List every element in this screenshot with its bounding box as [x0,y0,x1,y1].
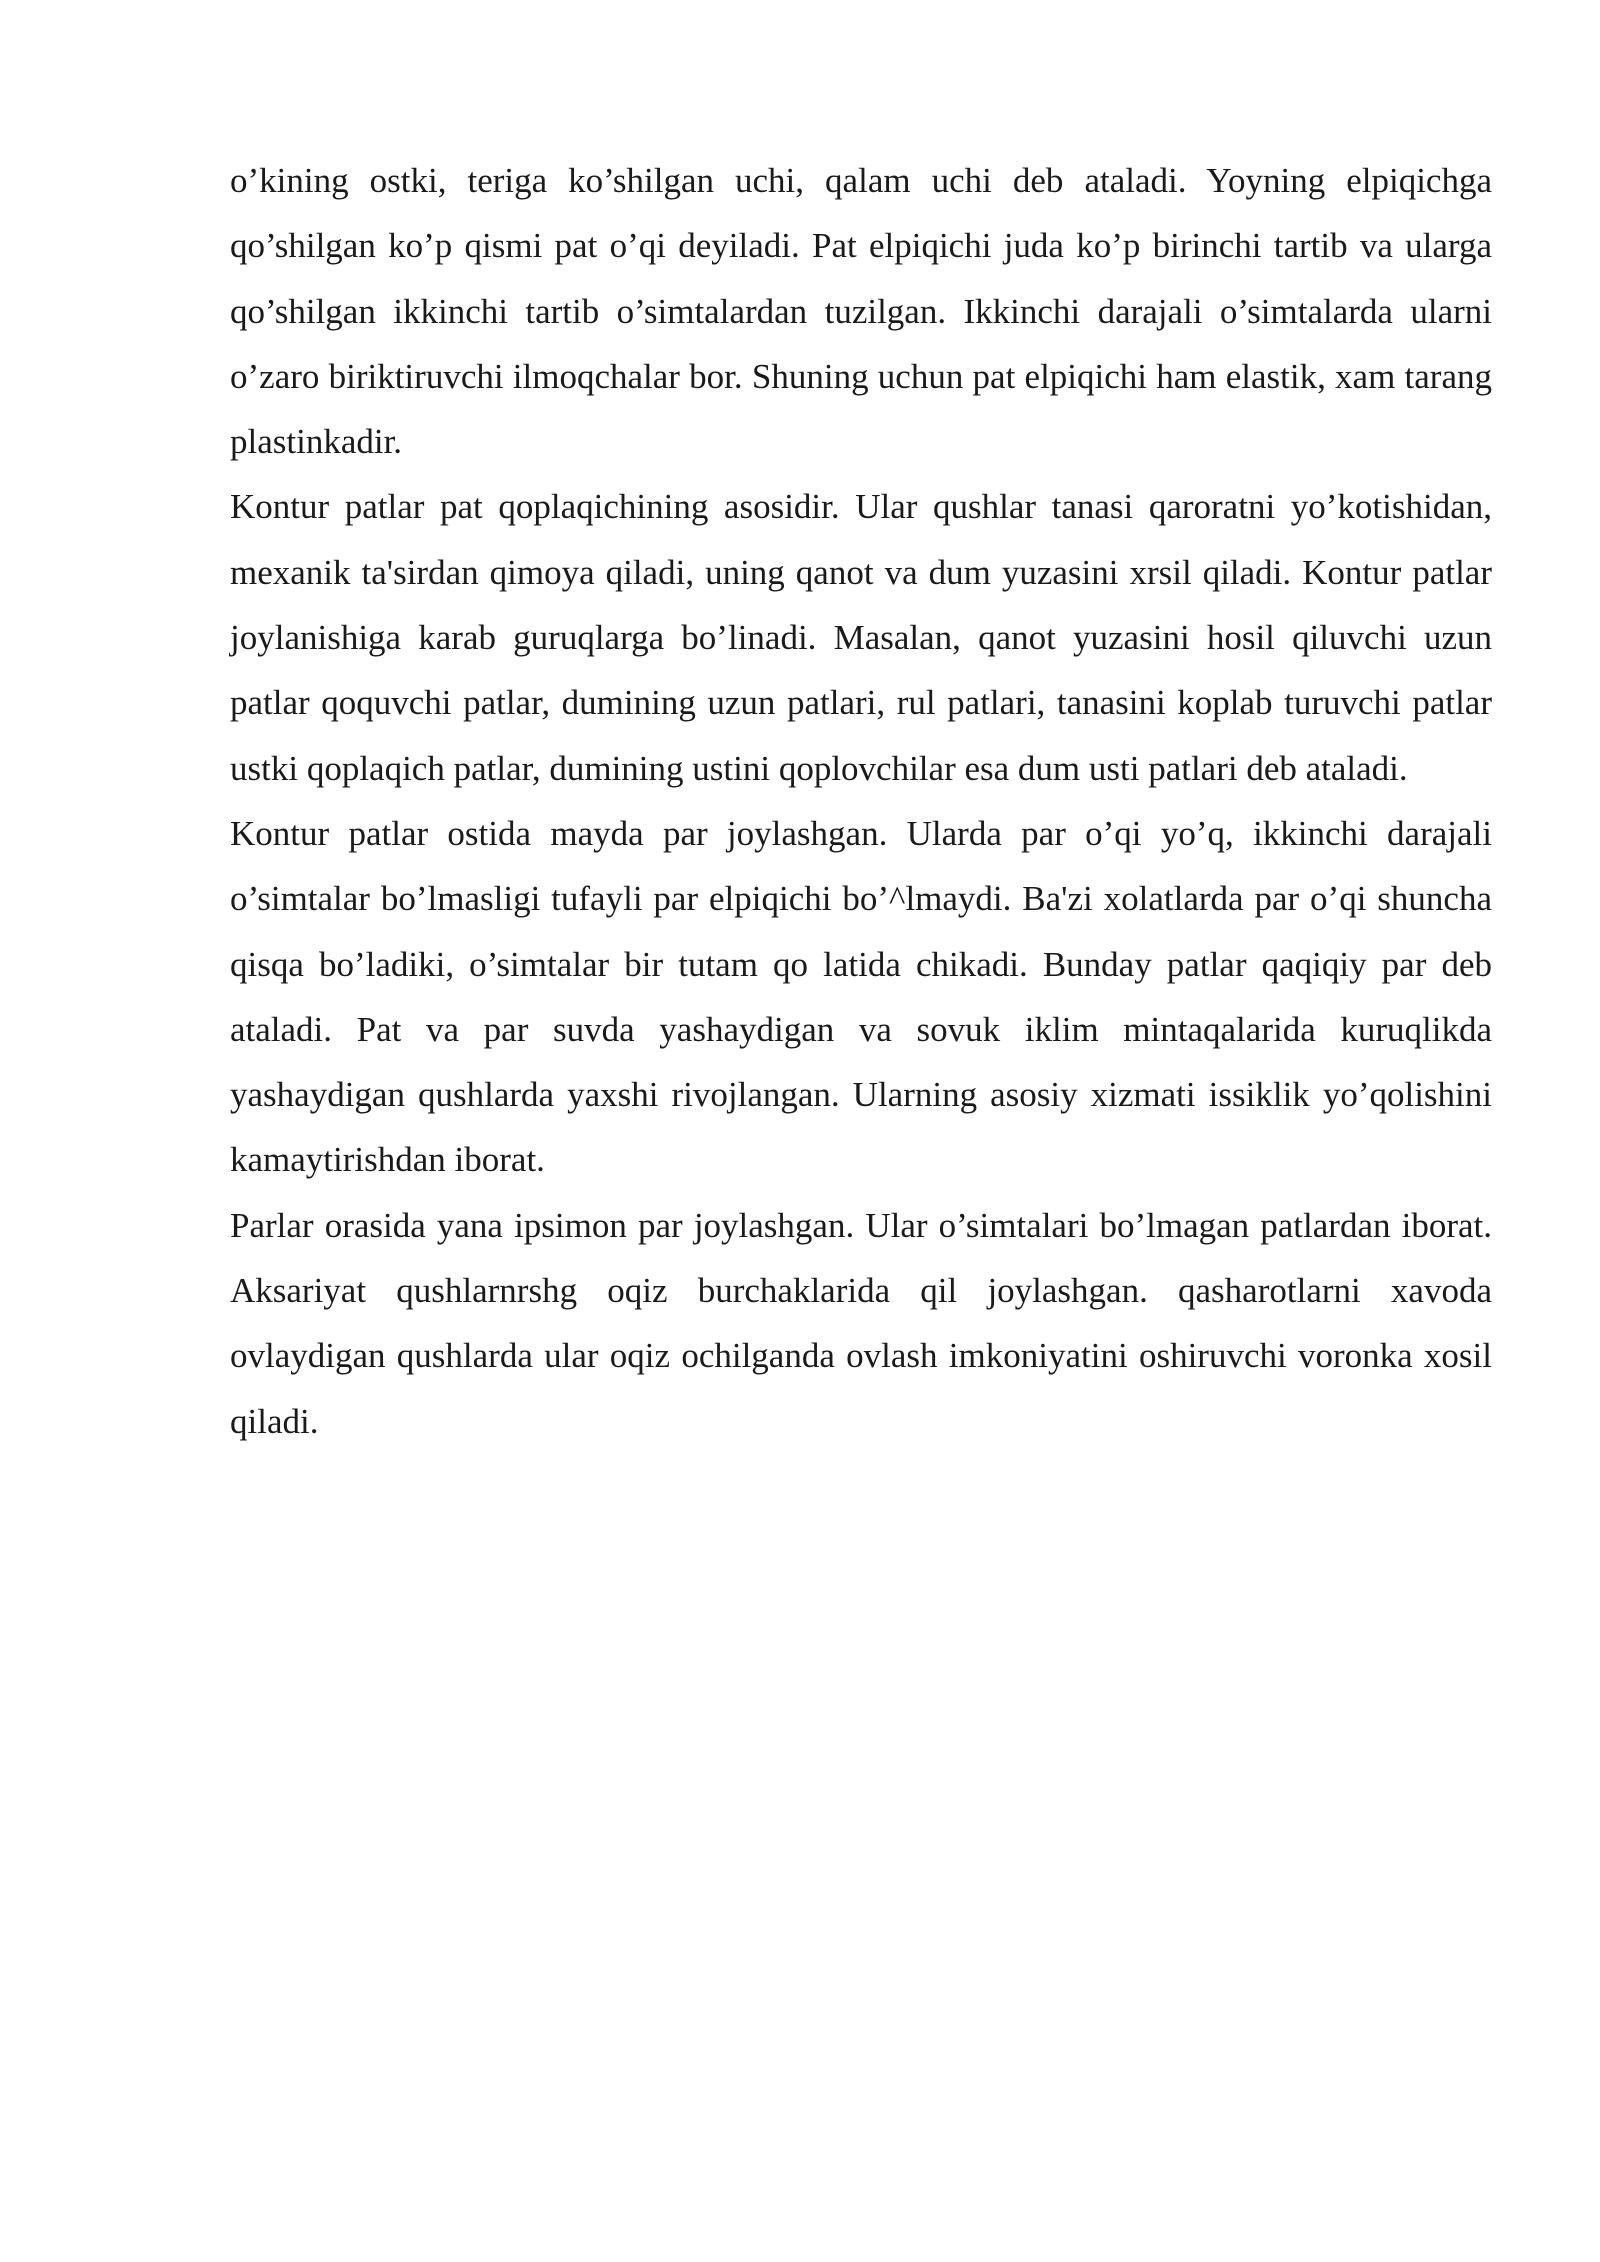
paragraph-filoplumes: Parlar orasida yana ipsimon par joylashgan. Ular o’simtalari bo’lmagan patlardan iborat. Aksariyat qushlarnrshg oqiz burchaklarida qil joylashgan. qasharotlarni xavoda ovlaydigan qushlarda ular oqiz ochilganda ovlash imkoniyatini oshiruvchi voronka xosil qiladi. [230,1205,1492,1441]
paragraph-contour-feathers: Kontur patlar pat qoplaqichining asosidir. Ular qushlar tanasi qaroratni yo’kotishidan, mexanik ta'sirdan qimoya qiladi, uning qanot va dum yuzasini xrsil qiladi. Kontur patlar joylanishiga karab guruqlarga bo’linadi. Masalan, qanot yuzasini hosil qiluvchi uzun patlar qoquvchi patlar, dumining uzun patlari, rul patlari, tanasini koplab turuvchi patlar ustki qoplaqich patlar, dumining ustini qoplovchilar esa dum usti patlari deb ataladi. [230,487,1492,788]
paragraph-pen-structure: o’kining ostki, teriga ko’shilgan uchi, qalam uchi deb ataladi. Yoyning elpiqichga qo’shilgan ko’p qismi pat o’qi deyiladi. Pat elpiqichi juda ko’p birinchi tartib va ularga qo’shilgan ikkinchi tartib o’simtalardan tuzilgan. Ikkinchi darajali o’simtalarda ularni o’zaro biriktiruvchi ilmoqchalar bor. Shuning uchun pat elpiqichi ham elastik, xam tarang plastinkadir. [230,161,1492,462]
paragraph-down-feathers: Kontur patlar ostida mayda par joylashgan. Ularda par o’qi yo’q, ikkinchi darajali o’simtalar bo’lmasligi tufayli par elpiqichi bo’^lmaydi. Ba'zi xolatlarda par o’qi shuncha qisqa bo’ladiki, o’simtalar bir tutam qo latida chikadi. Bunday patlar qaqiqiy par deb ataladi. Pat va par suvda yashaydigan va sovuk iklim mintaqalarida kuruqlikda yashaydigan qushlarda yaxshi rivojlangan. Ularning asosiy xizmati issiklik yo’qolishini kamaytirishdan iborat. [230,813,1492,1180]
document-body [230,148,1492,1454]
